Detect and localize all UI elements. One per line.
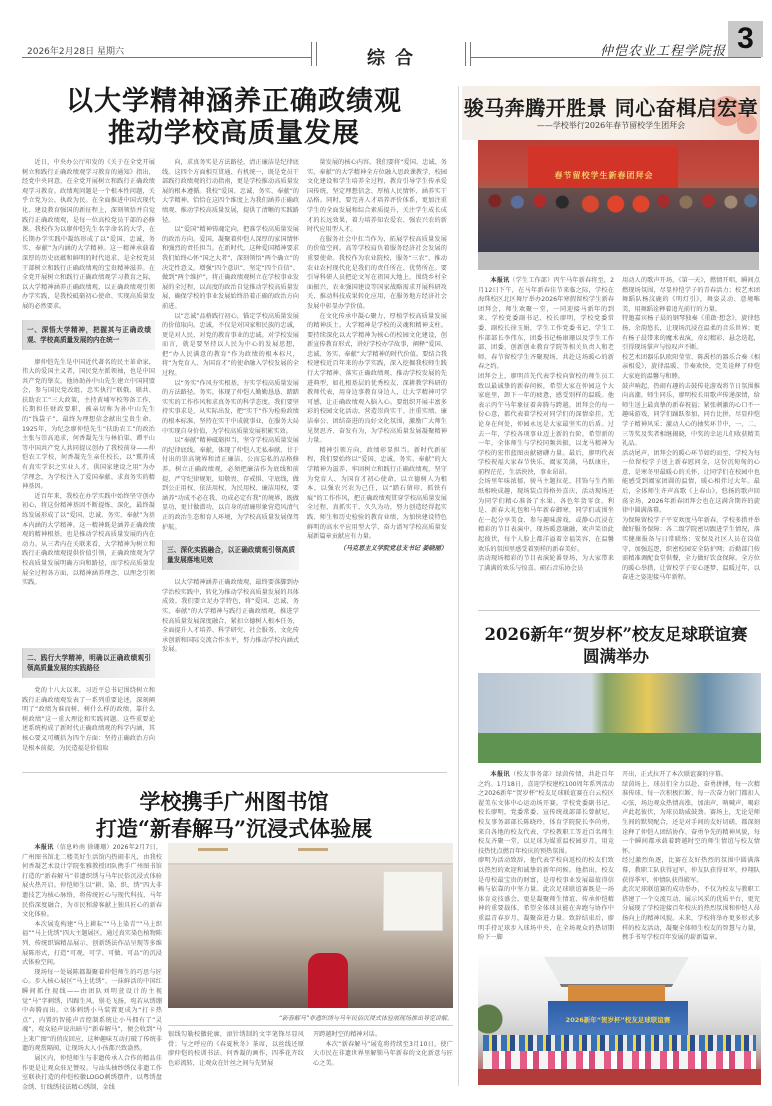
spring-gathering-column-2 (622, 276, 760, 618)
byline-source: （信息岭南 徐珊珊） (53, 844, 113, 851)
byline-source: （校友事务部） (509, 771, 556, 778)
photo-figure (308, 953, 348, 1008)
issue-date: 2026年2月28日 星期六 (27, 47, 124, 57)
divider (168, 1025, 453, 1026)
photo-light (198, 848, 228, 851)
spring-gathering-photo (478, 140, 759, 270)
main-article-headline (14, 86, 454, 150)
main-article-column-1 (22, 158, 155, 638)
byline: 本报讯 (490, 277, 510, 284)
byline: 本报讯 (34, 844, 54, 851)
library-article-column-3 (313, 1030, 453, 1090)
photo-field (478, 733, 761, 763)
paragraph (22, 843, 162, 920)
paragraph: 展区内，仲恺师生与非遗传承人合作的精品佳作更是让观众驻足赞叹。与汕头抽纱绣仪非遗工作室联袂打造的仲恺校徽LOGO刺绣摆件，以粤绣盘金绣、钉线绣技法精心绣制，金线 (22, 1055, 162, 1091)
main-article-column-2 (162, 158, 299, 768)
masthead-bar-left (311, 42, 317, 66)
paragraph: 近百年来，我校在办学实践中始终坚守创办初心，将这份精神基因不断提炼、深化，最终凝练发展形成了以“爱国、忠诚、务实、奉献”为基本内涵的大学精神。这一精神既是涵养正确政绩观的精神根基，也是推动学校高质量发展的内在动力。从三者内在关联来看，大学精神为树立和践行正确政绩观提供价值引领，正确政绩观为学校高质量发展明确方向和路径，而学校高质量发展全过程各方面，以精神涵养理念，以理念引领实践。 (22, 492, 155, 587)
subheading: 一、深悟大学精神，把握其与正确政绩观、学校高质量发展的内在统一 (22, 320, 155, 350)
subheading: 二、践行大学精神，明确以正确政绩观引领高质量发展的实践路径 (22, 648, 155, 678)
paragraph: 以大学精神涵养正确政绩观，最终要落脚到办学治校实践中，转化为推动学校高质量发展的具体成效。我们要立足办学特色，将“爱国、忠诚、务实、奉献”的大学精神与践行正确政绩观、推进学校高质量发展深度融合，紧扣立德树人根本任务，全面提升人才培养、科学研究、社会服务、文化传承创新和国际交流合作水平，努力推动学校内涵式发展。 (162, 579, 299, 654)
spring-gathering-title: 骏马奔腾开胜景 同心奋楫启宏章 (463, 96, 759, 120)
photo-light (298, 848, 328, 851)
main-article-column-1b (22, 648, 155, 768)
subheading: 三、深化实践融合，以正确政绩观引领高质量发展落地见效 (162, 540, 299, 570)
paragraph: 向，求真务实是方法路径，清正廉洁是纪律底线。这四个方面相互贯通、有机统一，既是党员干部践行政绩观的行动指南，更是学校推动高质量发展的根本遵循。我校“爱国、忠诚、务实、奉献”的大学精神，恰恰在这四个维度上为我们涵养正确政绩观、推动学校高质量发展，提供了清晰的实践路径。 (162, 159, 299, 224)
headline-line-1: 2026新年“贺岁杯”校友足球联谊赛 (484, 625, 748, 644)
masthead-rule-left (22, 57, 312, 58)
paragraph: 用动人的歌声开场，《第一天》，燃情开唱，瞬间点燃现场氛围，尽显仲恺学子的青春活力；校艺术团舞蹈队杨汶鹿的《明灯引》，舞姿灵动、意境唯美，用舞蹈诠释着追光前行的力量。 特邀嘉宾杨子晨的钢琴独奏《重啟·想念》，旋律悠扬、余韵悠长，让现场沉浸在温柔的音乐世界；更有杨子晨带来的魔术表演，奇幻精彩、悬念迭起，引得现场掌声与惊叹声不断。 校艺术团器乐队欧阳莹莹、陈禹杉的器乐合奏《相亲相爱》，旋律温暖、节奏欢快，完美诠释了仲恺大家庭的温馨与和睦。 鼓声响起，热闹有趣的击鼓传花游戏将节日氛围推向高潮，师生同乐，廖明校长用歌声传递深情，给师生送上最真挚的新春祝福；紧张刺激的心口不一趣味游戏，同学们踊跃参加，同台比拼，尽显仲恺学子精神风采；激动人心的抽奖环节中，一、二、三等奖及奖者相继揭晓，中奖的幸运儿们收获精美礼品。 活动尾声，团拜会的暖心环节如约而至，学校为每一位留校学子送上新春慰问金，这份沉甸甸的心意，是寒冬里最暖心的关怀，让同学们在校园中也能感受到阖家团圆的温情，暖心相伴过大年。最后，全体师生齐声高歌《上春山》，悠扬的歌声回荡全场，2026年新春团拜会也在这满含期许的旋律中圆满落幕。 为保障留校学子平安欢度马年新春，学校多措并举做好服务保障：各二级学院密切跟进学生情况，落实健康报备与日常联络；安保及社区人员在岗值守，加强巡逻，织密校园安全防护网；后勤部门按需精准调配食堂供餐，全力做好饮食保障。全方位的暖心举措，让留校学子安心逐梦，温暖过年，以奋进之姿迎接马年新程。 (622, 277, 760, 582)
paragraph: 以“奉献”精神砥砺担当，坚守学校高质量发展的纪律底线。奉献，体现了仲恺人无私奉献、甘于付出的崇高境界和清正廉洁、公而忘私的品格修养。树立正确政绩观，必须把廉洁作为底线和前提，严守纪律规矩，知敬畏、存戒惧、守底线，做到公正用权、依法用权、为民用权、廉洁用权，要涵养“功成不必在我、功成必定有我”的境界，既做显功，更甘做潜功，以自身的清廉形象营造风清气正的政治生态和育人环境，为学校高质量发展保驾护航。 (162, 437, 299, 531)
paragraph-text: 绿茵传情，共赴百年之约。1月18日，喜迎学校建校100周年系列活动之2026新年“贺岁杯”校友足球联谊赛在白云校区翟美东文体中心运动场开赛。学校党委副书记、校长廖明，党委常委、宣传统战部部长曾献尼，校友事务部部长陈晓玲，体育学院院长李尚勇，来自各地的校友代表、学校教职工等近百名师生校友齐聚一堂，以足球为媒重温校园岁月，用竞技热忱点燃百年校庆的预热氛围。 廖明为活动致辞，他代表学校向返校的校友们致以热烈的欢迎和诚挚的新年问候。他指出，校友是母校最宝贵的财富，是母校事业发展最值得信赖与依靠的中坚力量。此次足球联谊赛既是一场体育竞技盛会，更是凝聚师生情谊、传承仲恺精神的重要载体，希望全体球员能在奔跑与协作中重温青春岁月，凝聚奋进力量。致辞结束后，廖明手持足球步入球场中央，在全场观众的热切期盼下一脚 (478, 771, 614, 942)
photo-crowd (478, 188, 759, 252)
library-exhibition-photo (168, 843, 453, 1008)
headline-line-1: 以大学精神涵养正确政绩观 (66, 86, 402, 117)
photo-banner-text: 春节留校学生新春团拜会 (554, 170, 654, 180)
photo-running-track (478, 1069, 761, 1085)
paragraph: 以“爱国”精神铸魂定向，把准学校高质量发展的政治方向。爱国，凝聚着仲恺人深厚的家国情怀和强烈的责任担当。在新时代，这种爱国精神要求我们始终心怀“国之大者”，深刻领悟“两个确立”的决定性意义，增强“四个意识”、坚定“四个自信”、做到“两个维护”，将正确政绩观树立在学校事业发展的全过程，以高度的政治自觉推动学校高质量发展，确保学校的事业发展始终沿着正确的政治方向前进。 (162, 226, 299, 310)
spring-gathering-column-1 (478, 276, 614, 618)
paragraph: 精神引领方向，政绩彰显担当。新时代新征程，我们要始终以“爱国、忠诚、务实、奉献”的大学精神为滋养，牢固树立和践行正确政绩观，坚守为党育人、为国育才初心使命，以立德树人为根本，以强农兴农为己任，以“踏石留印、抓铁有痕”的工作作风，把正确政绩观贯穿学校高质量发展全过程，真抓实干、久久为功，努力创造经得起实践、师生和历史检验的教育业绩，为加快建设特色鲜明的高水平应用型大学、奋力谱写学校高质量发展新篇章贡献应有力量。 (307, 446, 447, 541)
paragraph: 银线勾勒校徽轮廓，滚针绣制的文字笔锋尽显风骨；与之呼应的《春夏秋冬》茶席，以丝线还原廖仲恺的校训书法、何香凝的画作，四季花卉纹色彩流转，让观众在针丝之间与先贤展 (168, 1031, 304, 1067)
photo-stage-banner (528, 146, 678, 188)
paragraph: 以“忠诚”品格践行初心，锚定学校高质量发展的价值取向。忠诚，不仅是对国家和民族的忠诚，更是对人民、对党的教育事业的忠诚。对学校发展而言，就是要坚持以人民为中心的发展思想，把“办人民满意的教育”作为政绩的根本标尺，将“为党育人、为国育才”的使命融入学校发展的全过程。 (162, 312, 299, 378)
paragraph: 近日，中央办公厅印发的《关于在全党开展树立和践行正确政绩观学习教育的通知》指出，经党中央同意，在全党开展树立和践行正确政绩观学习教育。政绩观问题是一个根本性问题，关乎立党为公、执政为民。在全面推进中国式现代化、建设教育强国的新征程上，深刻领悟并自觉践行正确政绩观，是每一位高校党员干部的必修课。我校作为以廖仲恺先生名字命名的大学，在长期办学实践中凝练形成了以“爱国、忠诚、务实、奉献”为内涵的大学精神。这一精神承载着深厚的历史底蕴和鲜明的时代追求，是全校党员干部树立和践行正确政绩观的宝贵精神滋养。在全党开展树立和践行正确政绩观学习教育之际，以大学精神涵养正确政绩观，以正确政绩观引领办学实践，是我校砥砺初心使命、实现高质量发展的必然要求。 (22, 159, 155, 310)
byline: 本报讯 (490, 771, 510, 778)
photo-banner-text: 2026新年“贺岁杯”校友足球联谊赛 (565, 1016, 671, 1024)
paragraph: 本次“新春解马”展览将持续至3月10日，使广大市民在非遗世界里解锁马年新春的文化新意与匠心之美。 (313, 1040, 453, 1067)
headline-line-1: 学校携手广州图书馆 (139, 789, 329, 814)
author-credit: （马克思主义学院党总支书记 姜晓丽） (339, 544, 447, 552)
paragraph: 本次展览构建“马上耕耘”“马上染青”“马上织福”“马上优绣”四大主题展区，通过真实染色植物陈列、传统织锦精品展示、创新绣法作品呈现等多维展陈形式，打造“可观、可学、可做、可品”的沉浸式体验空间。 (22, 920, 162, 967)
library-article-column-2 (168, 1030, 304, 1090)
photo-ceiling (168, 843, 453, 865)
paragraph-text: 2026年2月7日，广州图书馆北二楼美好生活馆内热闹非凡，由我校何香凝艺术设计学院张雅教授团队携手广州图书馆打造的“新春解马”非遗织绣与马年民俗沉浸式体验展火热开启。仲恺师生以“耕、染、织、绣”四大非遗技艺为核心脉络，将传统匠心与现代科技、马年民俗深度融合，为市民和游客献上独具匠心的新春文化体验。 (22, 844, 162, 919)
headline-line-2: 打造“新春解马”沉浸式体验展 (95, 816, 373, 841)
divider (478, 610, 760, 611)
paragraph: 开跨越时空的精神对话。 (313, 1031, 382, 1038)
paragraph: 以“务实”作风夯实根基，夯实学校高质量发展的方法路径。务实，体现了仲恺人勤勤恳恳、踏踏实实的工作作风和求真务实的科学态度。我们要坚持实事求是、从实际出发，把“实干”作为检验政绩的根本标准，坚持在实干中成就事业，在服务大局中实现自身价值，为学校高质量发展积累实效。 (162, 379, 299, 435)
photo-trees (478, 995, 528, 1035)
football-match-headline (470, 624, 762, 668)
masthead (0, 0, 772, 70)
spring-gathering-subtitle: ——学校举行2026年春节留校学生团拜会 (536, 121, 686, 130)
football-column-2 (622, 770, 760, 945)
column-divider (458, 86, 459, 1086)
photo-display-board (383, 871, 443, 931)
paragraph: 在文化传承中凝心聚力，厚植学校高质量发展的精神沃土。大学精神是学校的灵魂和精神支柱。要持续深化以大学精神为核心的校园文化建设，创新宣传教育形式，讲好学校办学故事，阐释“爱国、忠诚、务实、奉献”大学精神的时代价值。要结合我校建校近百年来的办学实践，深入挖掘我校师生践行大学精神、落实正确政绩观、推动学校发展的先进典型，如扎根基层的优秀校友、深耕教学科研的教师代表，用身边事教育身边人，让大学精神可学可感，让正确政绩观入脑入心。要组织开展丰富多彩的校园文化活动，营造崇尚实干、注重实绩、廉洁奉公、团结奋进的良好文化氛围，激励广大师生见贤思齐、奋发有为，为学校高质量发展凝聚精神力量。 (307, 312, 447, 445)
football-column-1 (478, 770, 614, 945)
paragraph: 党的十八大以来，习近平总书记围绕树立和践行正确政绩观发表了一系列重要论述，深刻阐明了“政绩为谁而树、树什么样的政绩、靠什么树政绩”这一重大理论和实践问题。这些重要论述系统构成了新时代正确政绩观的科学内涵，其核心要义可概括为四个方面：坚持正确政治方向是根本前提，为民造福是价值取 (22, 687, 155, 752)
football-match-photo-top (478, 673, 761, 763)
paragraph: 现场每一处展陈都凝聚着仲恺师生的巧思与匠心。步入核心展区“马上优绣”，一抹鲜活的中国红瞬间抓住视线——由团队刘明萱设计的主视觉“马”字刺绣，四蹄生风、鬃毛飞扬，宛若从绣绷中奔腾而出。立体刺绣小马装置更成为“打卡热点”，内置的智能声音控制系统让小马拥有了“灵魂”，观众轻声说出暗号“新春解马”，便会收到“马上来广图”的俏皮回应，这种趣味互动打破了传统非遗的观赏隔阂，让现场大人小孩都兴致盎然。 (22, 968, 162, 1053)
photo-stand-roof (544, 957, 689, 987)
byline-source: （学生工作部） (509, 277, 554, 284)
paragraph-text: 丙午马年新春将至，2月12日下午，在马年新春佳节来临之际，学校在海珠校区北区舞厅举办2026年寒假留校学生新春团拜会，师生欢聚一堂，一同迎接马新年的到来。学校党委副书记、校长廖明，学校党委常委、副校长徐玉娟，学生工作党委书记、学生工作部部长李伟东，团委书记杨康珊以及学生工作部、团委、创新创业教育学院等相关负责人和老师、春节留校学生齐聚现场，共赴这场暖心的新春之约。 团拜会上，廖明首先代表学校向留校的师生员工致以最诚挚的新春问候，希望大家在仲园这个大家庭里，卸下一年的疲惫，感受别样的温暖。他表示丙午马年象征着奔腾与跨越，团拜会的每一份心意，都代表着学校对同学们的深情牵挂，无论身在何处，仲园永远是大家最坚实的后盾。过去一年，学校各项事业迈上新的台阶，希望新的一年，全体师生与学校同频共振，以龙马精神为学校的宏伟蓝图贡献磅礴力量。最后，廖明代表学校祝福大家春节快乐，阖家美满，马跃康庄，前程茫茫，生活泱泱，事业昂昂。 会场里年味浓郁，骏马主题拉花、挂饰与生肖贴纸相映成趣，现场装点得格外喜庆，活动现场还为同学们精心准备了水果、各色年货零食、利是、新春大礼包和马年新春御寒，同学们或围坐在一起分享美食、参与趣味游戏，或静心沉浸在精彩的节目表演中，现场暖意融融，欢声笑语此起彼伏，每个人脸上都洋溢着幸福笑容，在温馨欢乐的氛围里感受着别样的新春美好。 活动现场精彩的节目表演轮番登场，为大家带来了满满的欢乐与惊喜。硕石音乐协会员 (478, 277, 614, 572)
photo-floor (478, 252, 759, 270)
photo-caption: “新春解马”非遗织绣与马年民俗沉浸式体验展现场推出导览讲解。 (278, 1015, 453, 1022)
library-article-column-1 (22, 843, 162, 1096)
paragraph: 在服务社会中扛当作为，拓展学校高质量发展的价值空间。高等学校肩负着服务经济社会发展的重要使命。我校作为农业院校，服务“三农”、推动农业农村现代化是我们的责任所在、优势所在。要引导科研人员把论文写在祖国大地上，围绕乡村全面振兴、农业强国建设等国家战略需求开展科研攻关，推动科技成果转化应用，在服务地方经济社会发展中彰显办学价值。 (307, 235, 447, 310)
library-article-headline (14, 788, 454, 842)
paragraph: 开出，正式拉开了本次联谊赛的序幕。 绿茵场上，球员们全力以赴、奋勇拼搏，每一次精准传球、每一次积极拦断、每一次奋力射门都扣人心弦，场边观众热情高涨，加油声、呐喊声、喝彩声此起彼伏，为球员助威鼓劲。赛场上，无论是师生间的默契配合，还是对手间的友好切磋，都深刻诠释了仲恺人团结协作、奋勇争先的精神风貌，每一个瞬间都承载着跨越时空的师生情谊与校友情怀。 经过激烈角逐，比赛在友好热烈的氛围中圆满落幕，教职工队获得冠军，仲友队获得亚军，仲翔队获得季军，仲情队获得殿军。 此次足球联谊赛的成功举办，不仅为校友与教职工搭建了一个交流互动、展示风采的优质平台，更充分展现了学校迎接百年校庆的热烈氛围和仲恺人昂扬向上的精神风貌。未来，学校将举办更多形式多样的校友活动，凝聚全体师生校友的智慧与力量，携手书写学校百年发展的崭新篇章。 (622, 771, 760, 942)
spring-gathering-header (462, 86, 760, 140)
paragraph: 量发展的核心内容。我们要将“爱国、忠诚、务实、奉献”的大学精神全方位融入思政课教学、校园文化建设和学生培养全过程，教育引导学生传承爱国传统、坚定理想信念、厚植人民情怀、涵养实干品格。同时，要完善人才培养评价体系，更加注重学生的全面发展和综合素质提升，关注学生成长成才的长远效果，着力培养知农爱农、强农兴农的新时代应用型人才。 (307, 159, 447, 234)
main-article-column-3 (307, 158, 447, 718)
headline-line-2: 圆满举办 (583, 647, 649, 666)
paragraph (478, 276, 614, 573)
photo-team-front-row (483, 1051, 756, 1071)
page-number: 3 (728, 21, 763, 57)
football-team-photo (478, 955, 761, 1085)
masthead-bar-right (465, 42, 471, 66)
paragraph: 廖仲恺先生是中国近代著名的民主革命家，伟大的爱国主义者，国民党左派领袖，也是中国共产党的挚友。他协助孙中山先生建立中国同盟会，参与国民党改组，忠实执行“联俄、联共、扶助农工”三大政策，主持黄埔军校筹备工作，长期担任财政要职，被亲切称为孙中山先生的“钱袋子”，最终为理想信念献出宝贵生命。1925年，为纪念廖仲恺先生“扶助农工”的政治主张与崇高追求，何香凝先生与林伯渠、谭平山等中国共产党人共同提议创办了我校前身——仲恺农工学校，何香凝先生亲任校长，以“冀养成有真实学识之实业人才，供国家建设之用”为办学理念，为学校注入了爱国奉献、求真务实的精神基因。 (22, 358, 155, 491)
divider (22, 772, 447, 773)
newspaper-name: 仲恺农业工程学院报 (600, 44, 727, 59)
photo-stand-wall (568, 985, 665, 1001)
headline-line-2: 推动学校高质量发展 (108, 118, 360, 149)
section-name: 综合 (367, 48, 423, 69)
paragraph (478, 770, 614, 943)
